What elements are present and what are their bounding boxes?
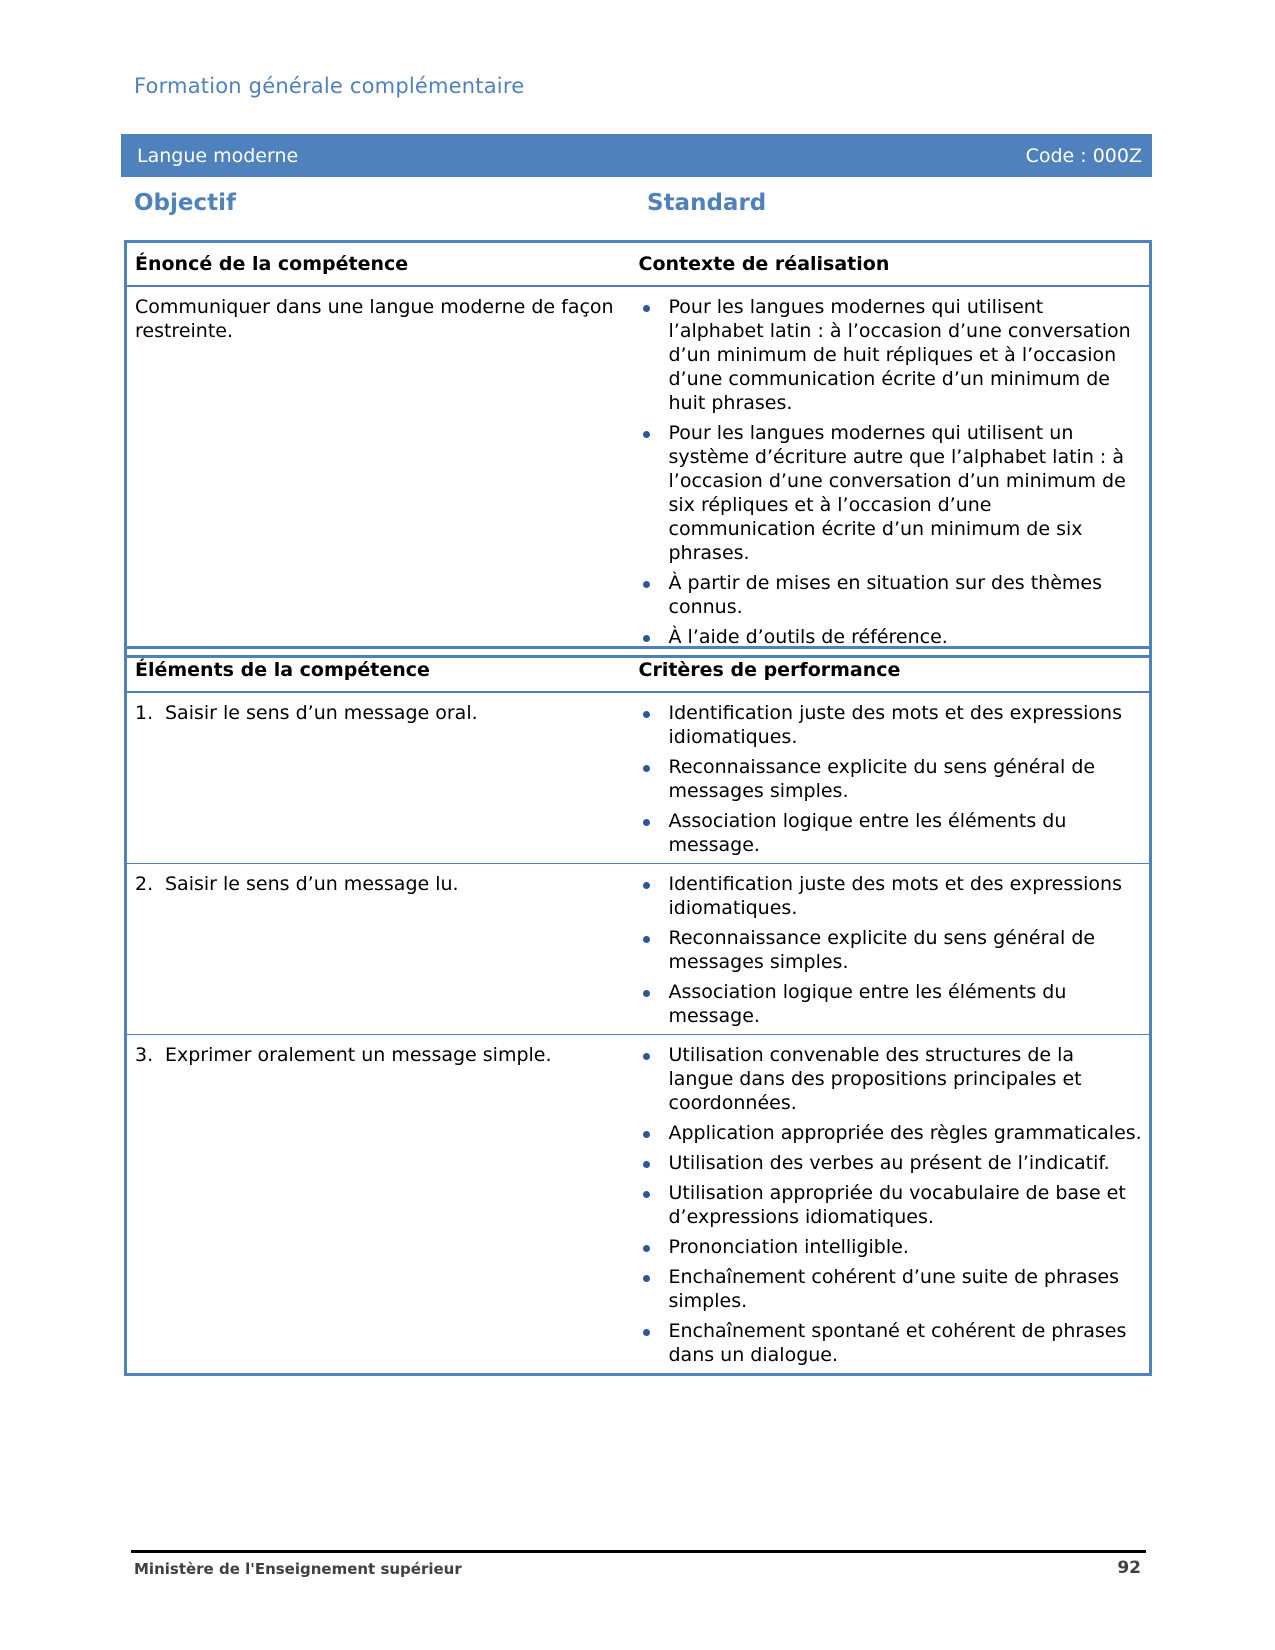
element-cell <box>126 1034 630 1374</box>
list-item <box>639 926 1144 974</box>
footer-divider <box>131 1550 1146 1553</box>
course-code: Code : 000Z <box>1025 144 1142 167</box>
objectif-heading: Objectif <box>134 190 237 216</box>
list-item <box>639 571 1144 619</box>
criteres-cell <box>630 692 1151 864</box>
criteres-list <box>639 872 1144 1028</box>
element-item <box>135 1043 622 1067</box>
list-item <box>639 625 1144 649</box>
list-item <box>639 980 1144 1028</box>
list-item-text: Enchaînement cohérent d’une suite de phrases simples. <box>668 1265 1119 1312</box>
element-cell <box>126 692 630 864</box>
course-banner <box>123 134 1152 177</box>
competence-statement-table <box>124 240 1152 658</box>
list-item-text: Reconnaissance explicite du sens général de messages simples. <box>668 926 1096 973</box>
element-item <box>135 872 622 896</box>
competence-elements-table <box>124 646 1152 1376</box>
element-text: Saisir le sens d’un message oral. <box>165 701 478 724</box>
bullet-icon <box>643 1131 650 1138</box>
element-number: 2. <box>135 872 154 895</box>
list-item-text: Identification juste des mots et des expressions idiomatiques. <box>668 872 1122 919</box>
list-item-text: Identification juste des mots et des expressions idiomatiques. <box>668 701 1122 748</box>
list-item-text: À partir de mises en situation sur des thèmes connus. <box>668 571 1103 618</box>
list-item <box>639 1151 1144 1175</box>
table-row <box>126 863 1151 1034</box>
criteres-list <box>639 1043 1144 1367</box>
elements-header: Éléments de la compétence <box>126 648 630 692</box>
list-item <box>639 295 1144 415</box>
list-item-text: Pour les langues modernes qui utilisent un système d’écriture autre que l’alphabet latin : à l’occasion d’une conversation d’un minimum de six répliques et à l’occasion d’une communication écrite d’un minimum de six phrases. <box>668 421 1126 564</box>
element-item <box>135 701 622 725</box>
bullet-icon <box>643 1161 650 1168</box>
bullet-icon <box>643 819 650 826</box>
bullet-icon <box>643 990 650 997</box>
contexte-list <box>639 295 1144 649</box>
bullet-icon <box>643 305 650 312</box>
list-item-text: Association logique entre les éléments du message. <box>668 809 1067 856</box>
table-header-row <box>126 242 1151 286</box>
list-item <box>639 1319 1144 1367</box>
bullet-icon <box>643 765 650 772</box>
criteres-cell <box>630 1034 1151 1374</box>
standard-heading: Standard <box>647 190 767 216</box>
list-item <box>639 1121 1144 1145</box>
table-row <box>126 1034 1151 1374</box>
bullet-icon <box>643 635 650 642</box>
list-item <box>639 1043 1144 1115</box>
course-name: Langue moderne <box>137 144 299 167</box>
bullet-icon <box>643 1275 650 1282</box>
list-item-text: Utilisation des verbes au présent de l’indicatif. <box>668 1151 1110 1174</box>
list-item-text: Prononciation intelligible. <box>668 1235 909 1258</box>
criteres-cell <box>630 863 1151 1034</box>
criteres-header: Critères de performance <box>630 648 1151 692</box>
bullet-icon <box>643 1053 650 1060</box>
page-number: 92 <box>1117 1558 1141 1578</box>
list-item <box>639 872 1144 920</box>
bullet-icon <box>643 581 650 588</box>
enonce-text: Communiquer dans une langue moderne de façon restreinte. <box>135 295 614 342</box>
bullet-icon <box>643 936 650 943</box>
table-header-row <box>126 648 1151 692</box>
list-item <box>639 809 1144 857</box>
list-item-text: Association logique entre les éléments du message. <box>668 980 1067 1027</box>
criteres-list <box>639 701 1144 857</box>
list-item-text: Reconnaissance explicite du sens général de messages simples. <box>668 755 1096 802</box>
table-row <box>126 692 1151 864</box>
bullet-icon <box>643 1329 650 1336</box>
list-item-text: Application appropriée des règles grammaticales. <box>668 1121 1142 1144</box>
element-text: Saisir le sens d’un message lu. <box>165 872 459 895</box>
page-header-title: Formation générale complémentaire <box>134 74 525 98</box>
list-item <box>639 421 1144 565</box>
list-item <box>639 755 1144 803</box>
footer-publisher: Ministère de l'Enseignement supérieur <box>134 1560 462 1578</box>
list-item <box>639 1181 1144 1229</box>
contexte-header: Contexte de réalisation <box>630 242 1151 286</box>
element-number: 3. <box>135 1043 154 1066</box>
bullet-icon <box>643 431 650 438</box>
enonce-header: Énoncé de la compétence <box>126 242 630 286</box>
element-text: Exprimer oralement un message simple. <box>165 1043 552 1066</box>
list-item-text: Pour les langues modernes qui utilisent l’alphabet latin : à l’occasion d’une conversation d’un minimum de huit répliques et à l’occasion d’une communication écrite d’un minimum de huit phrases. <box>668 295 1131 414</box>
bullet-icon <box>643 711 650 718</box>
list-item-text: Enchaînement spontané et cohérent de phrases dans un dialogue. <box>668 1319 1127 1366</box>
list-item <box>639 1235 1144 1259</box>
list-item-text: À l’aide d’outils de référence. <box>668 625 948 648</box>
element-number: 1. <box>135 701 154 724</box>
contexte-cell <box>630 286 1151 657</box>
element-cell <box>126 863 630 1034</box>
table-row <box>126 286 1151 657</box>
list-item <box>639 1265 1144 1313</box>
bullet-icon <box>643 882 650 889</box>
list-item-text: Utilisation convenable des structures de la langue dans des propositions principales et coordonnées. <box>668 1043 1082 1114</box>
bullet-icon <box>643 1245 650 1252</box>
section-headings <box>134 190 1152 224</box>
bullet-icon <box>643 1191 650 1198</box>
list-item <box>639 701 1144 749</box>
list-item-text: Utilisation appropriée du vocabulaire de base et d’expressions idiomatiques. <box>668 1181 1126 1228</box>
